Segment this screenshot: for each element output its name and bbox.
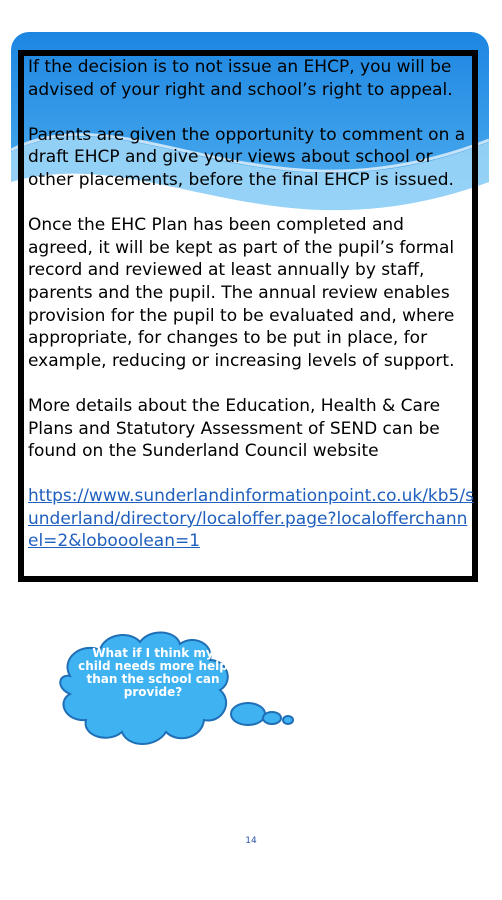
- page-number: 14: [245, 836, 257, 846]
- thought-bubble-text: What if I think my child needs more help than the school can provide?: [78, 646, 228, 699]
- paragraph-draft-ehcp: Parents are given the opportunity to comment on a draft EHCP and give your views about school or other placements, before the final EHCP is issued.: [28, 124, 466, 190]
- paragraph-more-details: More details about the Education, Health & Care Plans and Statutory Assessment of SEND can be found on the Sunderland Council website: [28, 395, 441, 462]
- paragraph-appeal: If the decision is to not issue an EHCP, you will be advised of your right and school’s right to appeal.: [28, 57, 453, 100]
- local-offer-link[interactable]: https://www.sunderlandinformationpoint.co.uk/kb5/sunderland/directory/localoffer.page?localofferchannel=2&lobooolean=1: [28, 486, 474, 552]
- content-text: [28, 56, 474, 576]
- paragraph-annual-review: Once the EHC Plan has been completed and agreed, it will be kept as part of the pupil’s formal record and reviewed at least annually by staff, parents and the pupil. The annual review enables provision for the pupil to be evaluated and, where appropriate, for changes to be put in place, for example, reducing or increasing levels of support.: [28, 215, 455, 371]
